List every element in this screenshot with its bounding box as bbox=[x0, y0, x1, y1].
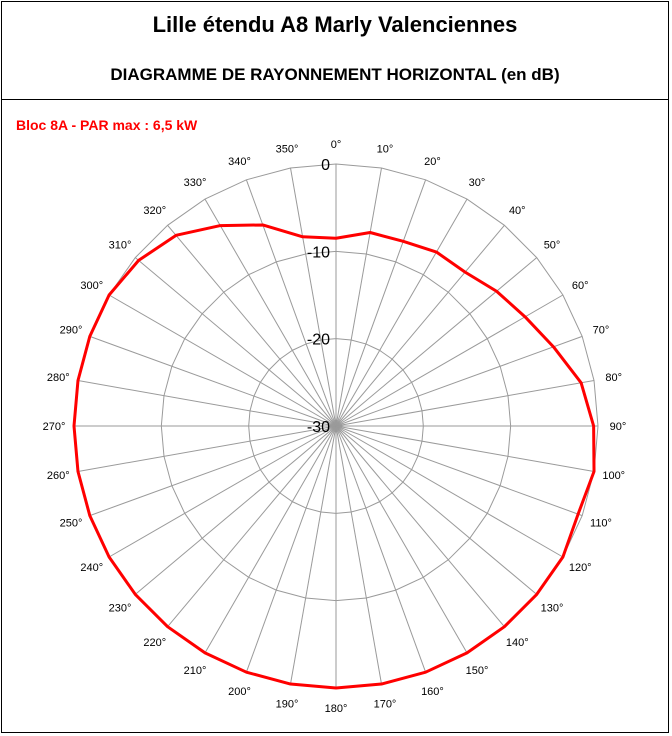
angle-label: 170° bbox=[373, 698, 397, 711]
angle-label: 10° bbox=[376, 143, 394, 156]
angle-label: 90° bbox=[609, 421, 627, 433]
angle-label: 290° bbox=[59, 324, 83, 337]
angle-label: 40° bbox=[508, 204, 526, 217]
angle-label: 320° bbox=[143, 204, 167, 217]
angle-label: 210° bbox=[183, 665, 207, 678]
angle-label: 200° bbox=[228, 685, 251, 698]
angle-label: 250° bbox=[59, 517, 83, 530]
angle-label: 330° bbox=[183, 176, 207, 189]
angle-label: 160° bbox=[421, 685, 444, 698]
series-layer bbox=[74, 225, 594, 688]
angle-label: 180° bbox=[324, 703, 348, 715]
angle-label: 350° bbox=[275, 143, 299, 156]
grid-spoke-130 bbox=[336, 426, 537, 594]
angle-label: 340° bbox=[228, 156, 251, 169]
grid-spoke-70 bbox=[336, 336, 582, 426]
grid-spoke-230 bbox=[135, 426, 336, 594]
angle-label: 80° bbox=[605, 372, 623, 385]
series-line-0 bbox=[74, 225, 594, 688]
grid-spoke-140 bbox=[336, 426, 504, 627]
angle-label: 130° bbox=[540, 602, 564, 615]
radial-tick-label: -30 bbox=[306, 419, 330, 436]
polar-grid bbox=[74, 164, 598, 688]
grid-spoke-20 bbox=[336, 180, 426, 426]
grid-spoke-160 bbox=[336, 426, 426, 672]
angle-label: 50° bbox=[543, 239, 561, 252]
grid-spoke-290 bbox=[90, 336, 336, 426]
radial-tick-label: -20 bbox=[306, 331, 330, 349]
grid-spoke-340 bbox=[246, 180, 336, 426]
chart-subtitle: DIAGRAMME DE RAYONNEMENT HORIZONTAL (en dB) bbox=[110, 65, 560, 84]
angle-label: 260° bbox=[46, 469, 70, 482]
angle-label: 70° bbox=[592, 324, 610, 337]
angle-label: 230° bbox=[108, 602, 132, 615]
radial-tick-labels bbox=[307, 157, 330, 436]
angle-label: 110° bbox=[590, 517, 612, 530]
grid-spoke-50 bbox=[336, 258, 537, 426]
grid-spoke-110 bbox=[336, 426, 582, 516]
angle-label: 150° bbox=[465, 665, 489, 678]
angle-label: 0° bbox=[330, 139, 342, 151]
angle-label: 100° bbox=[602, 469, 626, 482]
radial-tick-label: 0 bbox=[321, 157, 330, 174]
angle-label: 30° bbox=[468, 176, 486, 189]
angle-label: 270° bbox=[42, 421, 66, 433]
angle-label: 190° bbox=[275, 698, 299, 711]
angle-label: 280° bbox=[46, 372, 70, 385]
grid-spoke-250 bbox=[90, 426, 336, 516]
angle-label: 240° bbox=[80, 562, 104, 574]
angle-label: 220° bbox=[143, 637, 167, 650]
grid-spoke-40 bbox=[336, 225, 504, 426]
angle-label: 60° bbox=[571, 280, 589, 292]
angle-label: 300° bbox=[80, 280, 104, 292]
angle-label: 20° bbox=[424, 156, 441, 169]
chart-title: Lille étendu A8 Marly Valenciennes bbox=[152, 12, 518, 37]
grid-spoke-200 bbox=[246, 426, 336, 672]
radial-tick-label: -10 bbox=[306, 244, 330, 262]
grid-spoke-220 bbox=[168, 426, 336, 627]
angle-label: 310° bbox=[108, 239, 132, 252]
angle-label: 120° bbox=[568, 562, 592, 574]
angle-label: 140° bbox=[505, 637, 529, 650]
series-label: Bloc 8A - PAR max : 6,5 kW bbox=[16, 117, 198, 133]
